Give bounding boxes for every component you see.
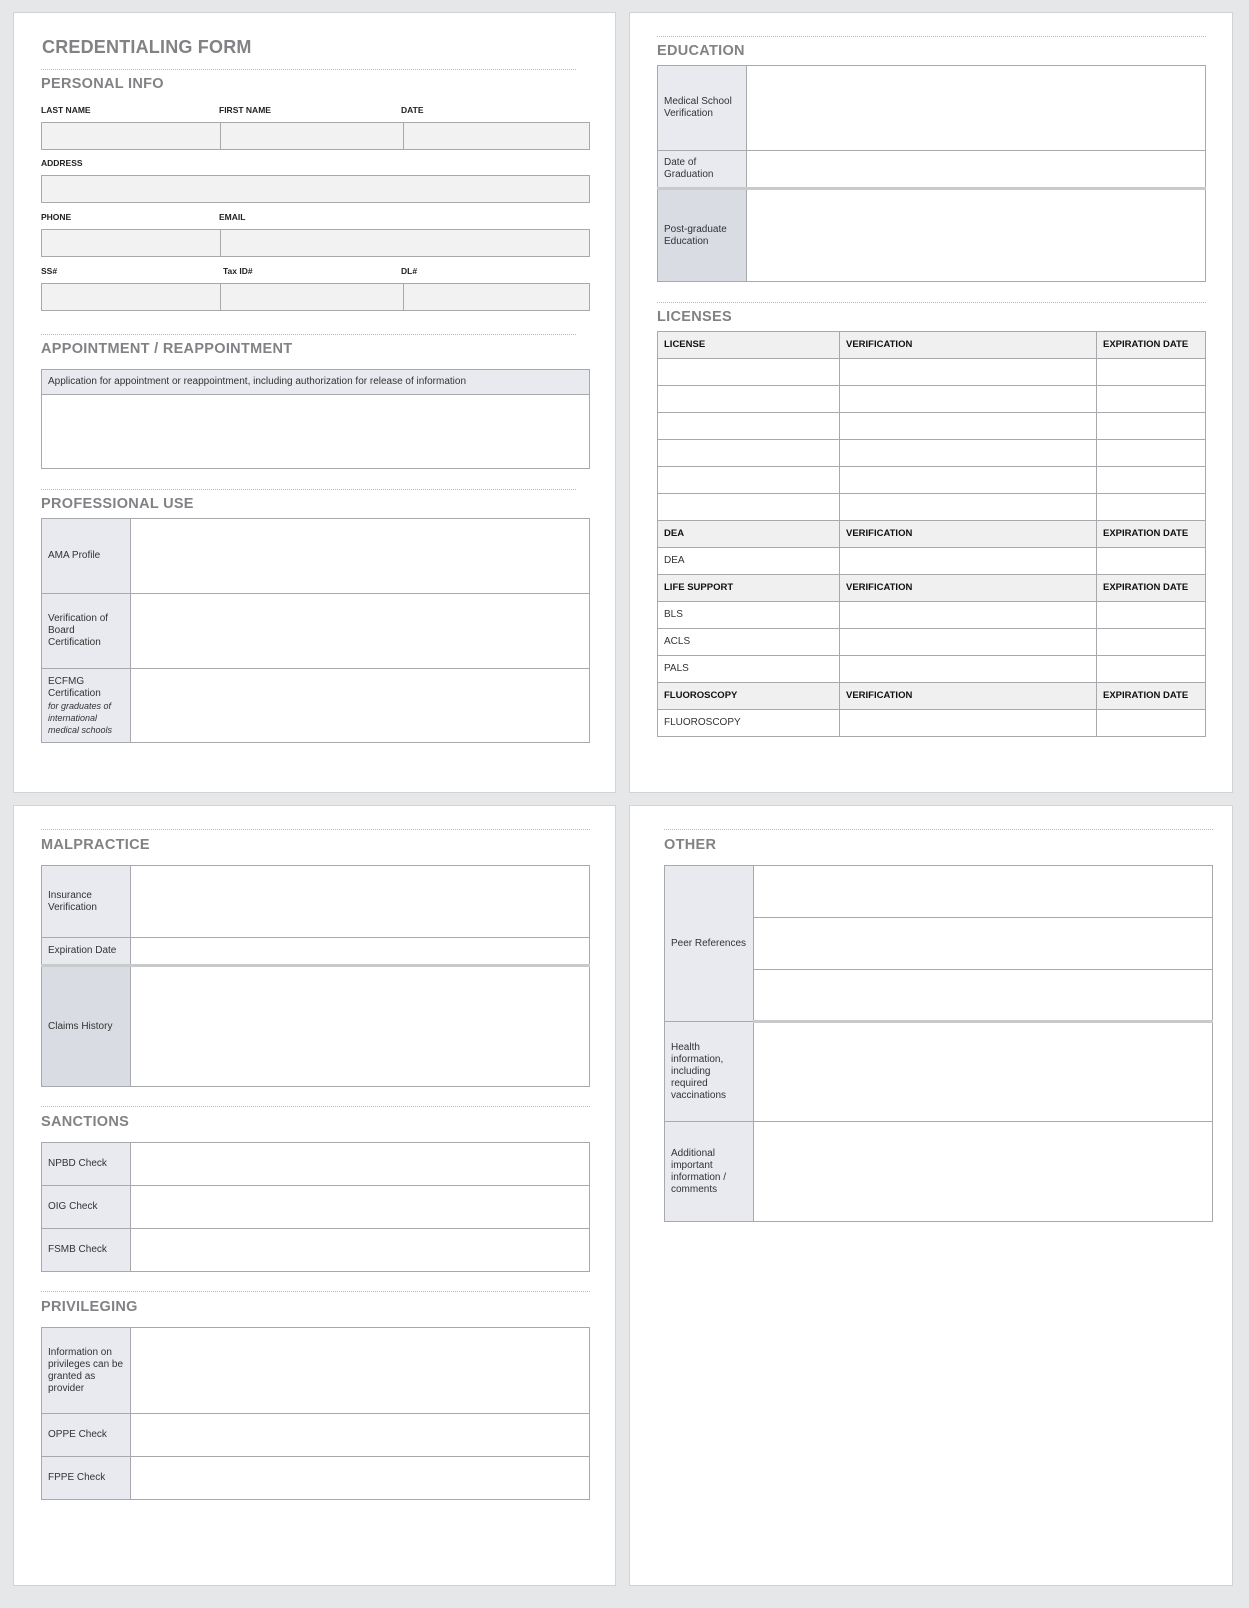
fsmb-check-field[interactable]	[131, 1229, 590, 1272]
professional-use-heading: PROFESSIONAL USE	[41, 496, 194, 512]
form-page-1	[13, 12, 616, 793]
verification-cell[interactable]	[840, 359, 1097, 386]
peer-reference-field-2[interactable]	[754, 918, 1213, 970]
professional-use-table	[41, 518, 590, 743]
oig-check-field[interactable]	[131, 1186, 590, 1229]
dea-expiration-header: EXPIRATION DATE	[1097, 521, 1206, 548]
phone-label: PHONE	[41, 212, 72, 222]
health-info-field[interactable]	[754, 1022, 1213, 1122]
pals-label: PALS	[658, 656, 840, 683]
dea-verification-header: VERIFICATION	[840, 521, 1097, 548]
acls-label: ACLS	[658, 629, 840, 656]
dl-label: DL#	[401, 266, 418, 276]
pals-verification-cell[interactable]	[840, 656, 1097, 683]
bls-expiration-cell[interactable]	[1097, 602, 1206, 629]
ss-label: SS#	[41, 266, 58, 276]
medical-school-label: Medical School Verification	[658, 66, 747, 151]
other-table	[664, 865, 1213, 1222]
bls-verification-cell[interactable]	[840, 602, 1097, 629]
fppe-check-label: FPPE Check	[42, 1457, 131, 1500]
pals-expiration-cell[interactable]	[1097, 656, 1206, 683]
life-support-expiration-header: EXPIRATION DATE	[1097, 575, 1206, 602]
life-support-verification-header: VERIFICATION	[840, 575, 1097, 602]
peer-reference-field-3[interactable]	[754, 970, 1213, 1022]
fluoroscopy-header: FLUOROSCOPY	[658, 683, 840, 710]
education-table	[657, 65, 1206, 282]
additional-info-field[interactable]	[754, 1122, 1213, 1222]
ecfmg-cell	[42, 669, 131, 743]
email-label: EMAIL	[219, 212, 246, 222]
phone-field[interactable]	[42, 230, 220, 256]
bls-label: BLS	[658, 602, 840, 629]
verification-cell[interactable]	[840, 467, 1097, 494]
form-page-4	[629, 805, 1233, 1586]
appointment-description: Application for appointment or reappointment, including authorization for release of information	[42, 370, 590, 395]
form-title: CREDENTIALING FORM	[42, 37, 252, 57]
address-row	[41, 175, 590, 203]
personal-info-heading: PERSONAL INFO	[41, 76, 164, 92]
npbd-check-label: NPBD Check	[42, 1143, 131, 1186]
claims-history-label: Claims History	[42, 966, 131, 1087]
board-certification-label: Verification of Board Certification	[42, 594, 131, 669]
license-cell[interactable]	[658, 494, 840, 521]
expiration-cell[interactable]	[1097, 359, 1206, 386]
date-field[interactable]	[403, 123, 589, 149]
other-heading: OTHER	[664, 837, 717, 853]
verification-cell[interactable]	[840, 494, 1097, 521]
section-divider	[41, 69, 576, 70]
privileges-info-field[interactable]	[131, 1328, 590, 1414]
education-heading: EDUCATION	[657, 43, 745, 59]
expiration-cell[interactable]	[1097, 494, 1206, 521]
medical-school-field[interactable]	[747, 66, 1206, 151]
sanctions-table	[41, 1142, 590, 1272]
insurance-verification-field[interactable]	[131, 866, 590, 938]
oppe-check-label: OPPE Check	[42, 1414, 131, 1457]
licenses-heading: LICENSES	[657, 309, 732, 325]
license-cell[interactable]	[658, 386, 840, 413]
section-divider	[41, 489, 576, 490]
graduation-date-label: Date of Graduation	[658, 151, 747, 189]
id-numbers-row	[41, 283, 590, 311]
email-field[interactable]	[220, 230, 589, 256]
ama-profile-label: AMA Profile	[42, 519, 131, 594]
licenses-table	[657, 331, 1206, 737]
expiration-cell[interactable]	[1097, 386, 1206, 413]
acls-verification-cell[interactable]	[840, 629, 1097, 656]
appointment-table	[41, 369, 590, 469]
insurance-verification-label: Insurance Verification	[42, 866, 131, 938]
fluoroscopy-verification-header: VERIFICATION	[840, 683, 1097, 710]
verification-col-header: VERIFICATION	[840, 332, 1097, 359]
privileges-info-label: Information on privileges can be granted as provider	[42, 1328, 131, 1414]
verification-cell[interactable]	[840, 440, 1097, 467]
malpractice-table	[41, 865, 590, 1087]
section-divider	[41, 1106, 590, 1107]
license-cell[interactable]	[658, 440, 840, 467]
section-divider	[41, 334, 576, 335]
expiration-date-field[interactable]	[131, 938, 590, 966]
fsmb-check-label: FSMB Check	[42, 1229, 131, 1272]
section-divider	[664, 829, 1213, 830]
verification-cell[interactable]	[840, 386, 1097, 413]
ecfmg-field[interactable]	[131, 669, 590, 743]
section-divider	[41, 829, 590, 830]
section-divider	[657, 36, 1206, 37]
form-page-2	[629, 12, 1233, 793]
peer-reference-field-1[interactable]	[754, 866, 1213, 918]
section-divider	[41, 1291, 590, 1292]
ss-field[interactable]	[42, 284, 220, 310]
oppe-check-field[interactable]	[131, 1414, 590, 1457]
last-name-field[interactable]	[42, 123, 220, 149]
dl-field[interactable]	[403, 284, 589, 310]
expiration-cell[interactable]	[1097, 440, 1206, 467]
claims-history-field[interactable]	[131, 966, 590, 1087]
ama-profile-field[interactable]	[131, 519, 590, 594]
post-graduate-field[interactable]	[747, 189, 1206, 282]
tax-id-label: Tax ID#	[223, 266, 253, 276]
date-label: DATE	[401, 105, 424, 115]
fluoroscopy-label: FLUOROSCOPY	[658, 710, 840, 737]
dea-expiration-cell[interactable]	[1097, 548, 1206, 575]
expiration-cell[interactable]	[1097, 413, 1206, 440]
privileging-heading: PRIVILEGING	[41, 1299, 138, 1315]
verification-cell[interactable]	[840, 413, 1097, 440]
expiration-date-label: Expiration Date	[42, 938, 131, 966]
peer-references-label: Peer References	[665, 866, 754, 1022]
health-info-label: Health information, including required vaccinations	[665, 1022, 754, 1122]
expiration-col-header: EXPIRATION DATE	[1097, 332, 1206, 359]
license-cell[interactable]	[658, 359, 840, 386]
graduation-date-field[interactable]	[747, 151, 1206, 189]
expiration-cell[interactable]	[1097, 467, 1206, 494]
form-page-3	[13, 805, 616, 1586]
malpractice-heading: MALPRACTICE	[41, 837, 150, 853]
address-label: ADDRESS	[41, 158, 83, 168]
sanctions-heading: SANCTIONS	[41, 1114, 130, 1130]
fluoroscopy-expiration-header: EXPIRATION DATE	[1097, 683, 1206, 710]
dea-verification-cell[interactable]	[840, 548, 1097, 575]
fluoroscopy-expiration-cell[interactable]	[1097, 710, 1206, 737]
fluoroscopy-verification-cell[interactable]	[840, 710, 1097, 737]
appointment-heading: APPOINTMENT / REAPPOINTMENT	[41, 341, 293, 357]
ecfmg-note: for graduates of international medical schools	[48, 700, 113, 735]
last-name-label: LAST NAME	[41, 105, 91, 115]
section-divider	[657, 302, 1206, 303]
board-certification-field[interactable]	[131, 594, 590, 669]
license-cell[interactable]	[658, 413, 840, 440]
additional-info-label: Additional important information / comments	[665, 1122, 754, 1222]
acls-expiration-cell[interactable]	[1097, 629, 1206, 656]
ecfmg-label: ECFMG Certification	[48, 675, 101, 699]
dea-label: DEA	[658, 548, 840, 575]
npbd-check-field[interactable]	[131, 1143, 590, 1186]
fppe-check-field[interactable]	[131, 1457, 590, 1500]
oig-check-label: OIG Check	[42, 1186, 131, 1229]
address-field[interactable]	[42, 176, 589, 202]
dea-header: DEA	[658, 521, 840, 548]
phone-email-row	[41, 229, 590, 257]
name-date-row	[41, 122, 590, 150]
appointment-entry-field[interactable]	[42, 395, 590, 469]
first-name-label: FIRST NAME	[219, 105, 271, 115]
first-name-field[interactable]	[220, 123, 403, 149]
tax-id-field[interactable]	[220, 284, 403, 310]
license-cell[interactable]	[658, 467, 840, 494]
privileging-table	[41, 1327, 590, 1500]
life-support-header: LIFE SUPPORT	[658, 575, 840, 602]
license-col-header: LICENSE	[658, 332, 840, 359]
post-graduate-label: Post-graduate Education	[658, 189, 747, 282]
